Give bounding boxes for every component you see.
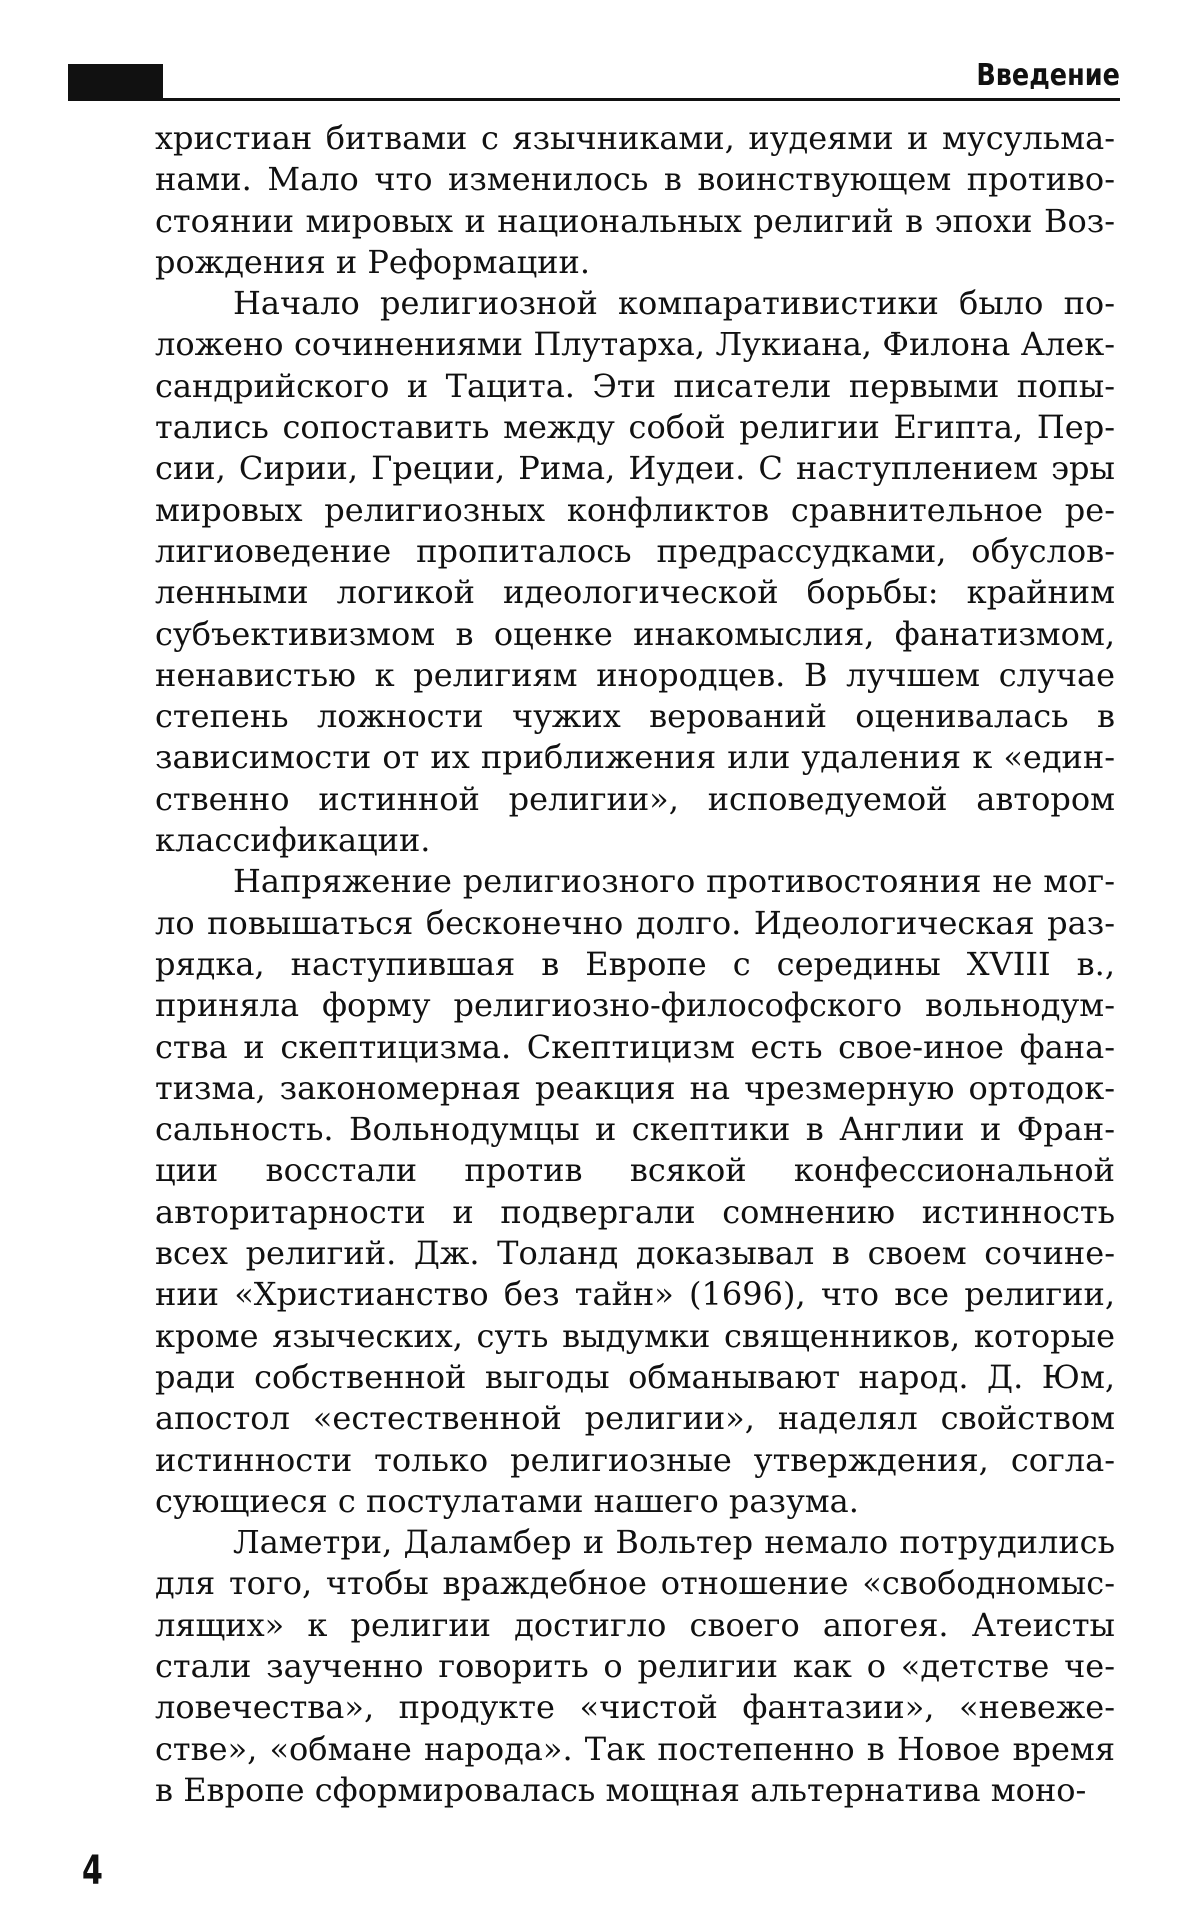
text-line: Начало религиозной компаративистики было по-: [233, 284, 1115, 323]
text-line: рождения и Реформации.: [155, 242, 590, 281]
text-line: мировых религиозных конфликтов сравнительное ре-: [155, 490, 1115, 529]
text-line: ради собственной выгоды обманывают народ. Д. Юм,: [155, 1357, 1115, 1396]
text-line: тизма, закономерная реакция на чрезмерную ортодок-: [155, 1068, 1115, 1107]
text-line: зависимости от их приближения или удаления к «един-: [155, 738, 1115, 777]
text-line: в Европе сформировалась мощная альтернатива моно-: [155, 1770, 1087, 1809]
text-line: тались сопоставить между собой религии Египта, Пер-: [155, 408, 1115, 447]
text-line: стоянии мировых и национальных религий в эпохи Воз-: [155, 201, 1115, 240]
text-line: ненавистью к религиям инородцев. В лучшем случае: [155, 655, 1115, 694]
text-line: рядка, наступившая в Европе с середины XVIII в.,: [155, 944, 1115, 983]
running-head: Введение: [976, 58, 1120, 93]
text-line: лигиоведение пропиталось предрассудками, обуслов-: [155, 531, 1115, 570]
text-line: ловечества», продукте «чистой фантазии», «невеже-: [155, 1688, 1115, 1727]
text-line: сии, Сирии, Греции, Рима, Иудеи. С наступлением эры: [155, 449, 1115, 488]
text-line: всех религий. Дж. Толанд доказывал в своем сочине-: [155, 1234, 1115, 1273]
paragraph: [155, 283, 1115, 861]
text-line: нии «Христианство без тайн» (1696), что все религии,: [155, 1275, 1115, 1314]
text-line: ложено сочинениями Плутарха, Лукиана, Филона Алек-: [155, 325, 1115, 364]
text-line: субъективизмом в оценке инакомыслия, фанатизмом,: [155, 614, 1115, 653]
text-line: ло повышаться бесконечно долго. Идеологическая раз-: [155, 903, 1115, 942]
text-line: ства и скептицизма. Скептицизм есть свое-иное фана-: [155, 1027, 1115, 1066]
paragraph: [155, 861, 1115, 1522]
text-line: приняла форму религиозно-философского вольнодум-: [155, 986, 1115, 1025]
text-line: сующиеся с постулатами нашего разума.: [155, 1481, 859, 1520]
text-line: нами. Мало что изменилось в воинствующем противо-: [155, 160, 1115, 199]
paragraph: [155, 1522, 1115, 1811]
text-line: для того, чтобы враждебное отношение «свободномыс-: [155, 1564, 1115, 1603]
page-number: 4: [82, 1848, 103, 1894]
text-line: христиан битвами с язычниками, иудеями и мусульма-: [155, 119, 1115, 157]
text-line: авторитарности и подвергали сомнению истинность: [155, 1192, 1115, 1231]
text-line: ственно истинной религии», исповедуемой автором: [155, 779, 1115, 818]
text-line: сальность. Вольнодумцы и скептики в Англии и Фран-: [155, 1110, 1115, 1149]
text-line: истинности только религиозные утверждения, согла-: [155, 1440, 1115, 1479]
text-line: сандрийского и Тацита. Эти писатели первыми попы-: [155, 366, 1115, 405]
text-line: апостол «естественной религии», наделял свойством: [155, 1399, 1115, 1438]
text-line: Напряжение религиозного противостояния не мог-: [233, 862, 1115, 901]
header-black-bar: [68, 64, 163, 100]
text-line: степень ложности чужих верований оценивалась в: [155, 697, 1115, 736]
text-line: лящих» к религии достигло своего апогея. Атеисты: [155, 1605, 1115, 1644]
text-line: ленными логикой идеологической борьбы: крайним: [155, 573, 1115, 612]
text-line: стали заученно говорить о религии как о «детстве че-: [155, 1646, 1115, 1685]
header-rule: [68, 98, 1120, 101]
text-line: классификации.: [155, 821, 431, 860]
paragraph: [155, 118, 1115, 283]
text-line: Ламетри, Даламбер и Вольтер немало потрудились: [233, 1523, 1115, 1562]
body-text: [155, 118, 1115, 1811]
text-line: стве», «обмане народа». Так постепенно в Новое время: [155, 1729, 1115, 1768]
text-line: ции восстали против всякой конфессиональной: [155, 1151, 1115, 1190]
text-line: кроме языческих, суть выдумки священников, которые: [155, 1316, 1115, 1355]
